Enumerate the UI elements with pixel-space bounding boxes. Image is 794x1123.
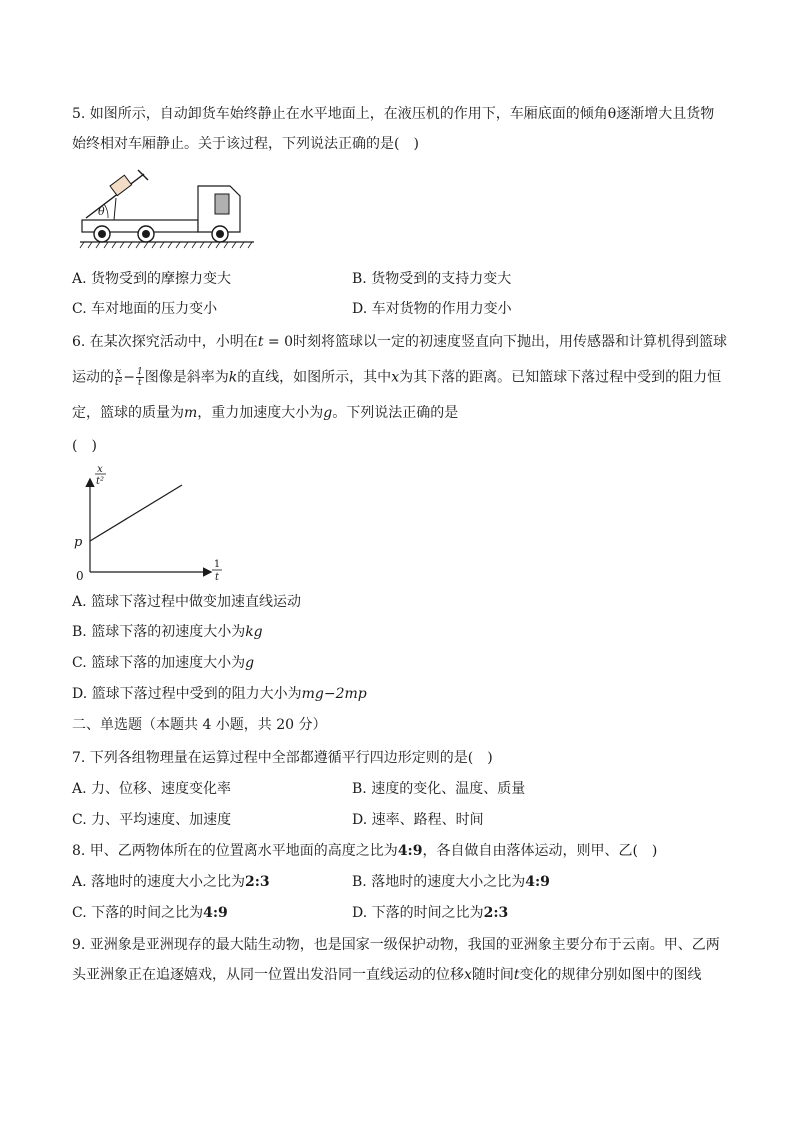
frac-num: 1 xyxy=(136,367,143,377)
q8-option-text: D. 下落的时间之比为 xyxy=(352,905,484,921)
q6-text: 运动的 xyxy=(72,369,114,386)
q6-stem-line2 xyxy=(72,367,721,388)
frac-den: t xyxy=(138,378,142,388)
q6-math-g: g xyxy=(323,405,333,421)
q9-text: 随时间 xyxy=(471,967,514,983)
q8-ratio: 4:9 xyxy=(397,843,423,859)
q8-option-text: B. 落地时的速度大小之比为 xyxy=(352,874,526,890)
q9-math-x: x xyxy=(464,967,472,983)
intercept-label: p xyxy=(74,535,83,550)
q6-dash: − xyxy=(123,369,135,386)
q6-graph xyxy=(70,460,230,586)
q5-option-c[interactable]: C. 车对地面的压力变小 xyxy=(72,301,218,317)
q8-option-ratio: 2:3 xyxy=(245,874,270,890)
q5-option-d[interactable]: D. 车对货物的作用力变小 xyxy=(352,301,512,317)
frac-den: t² xyxy=(115,378,123,388)
hydraulic-strut xyxy=(114,198,116,220)
q6-math-m: m xyxy=(184,405,198,421)
q6-text: 。下列说法正确的是 xyxy=(332,405,459,421)
q6-option-text: D. 篮球下落过程中受到的阻力大小为 xyxy=(72,686,302,702)
q8-option-d[interactable] xyxy=(352,904,508,922)
q9-stem-line2 xyxy=(72,966,702,984)
q8-option-a[interactable] xyxy=(72,873,270,891)
q6-option-math: kg xyxy=(245,624,263,640)
q6-text: = 0时刻将篮球以一定的初速度竖直向下抛出，用传感器和计算机得到篮球 xyxy=(263,334,727,350)
q7-option-b[interactable]: B. 速度的变化、温度、质量 xyxy=(352,781,526,797)
cab-window xyxy=(215,194,229,214)
q6-stem-line3 xyxy=(72,404,458,422)
graph-line xyxy=(90,485,182,541)
q7-option-a[interactable]: A. 力、位移、速度变化率 xyxy=(72,781,232,797)
q8-option-ratio: 2:3 xyxy=(483,905,509,921)
q8-text: ，各自做自由落体运动，则甲、乙( ) xyxy=(422,843,658,859)
q8-option-ratio: 4:9 xyxy=(203,905,228,921)
q7-stem: 7. 下列各组物理量在运算过程中全部都遵循平行四边形定则的是( ) xyxy=(72,750,493,766)
fraction-x-over-t2 xyxy=(115,367,122,388)
origin-label: 0 xyxy=(76,569,84,583)
q6-text: 图像是斜率为 xyxy=(144,369,229,386)
q6-option-d[interactable] xyxy=(72,685,367,703)
q6-stem-line1 xyxy=(72,333,727,351)
ground-hatch xyxy=(80,242,252,248)
q6-math-t: t xyxy=(257,334,264,350)
q6-option-a[interactable]: A. 篮球下落过程中做变加速直线运动 xyxy=(72,594,302,610)
q6-option-math: mg−2mp xyxy=(301,686,367,702)
q6-stem-line4: ( ) xyxy=(72,438,97,454)
bed-tailboard xyxy=(138,170,148,180)
q6-option-text: B. 篮球下落的初速度大小为 xyxy=(72,624,246,640)
q5-option-b[interactable]: B. 货物受到的支持力变大 xyxy=(352,271,512,287)
q9-text: 变化的规律分别如图中的图线 xyxy=(519,967,702,983)
q8-option-b[interactable] xyxy=(352,873,550,891)
y-axis-label-num: x xyxy=(97,464,103,475)
q8-option-ratio: 4:9 xyxy=(525,874,550,890)
q6-text: 为其下落的距离。已知篮球下落过程中受到的阻力恒 xyxy=(399,369,722,386)
cargo-box xyxy=(110,175,132,195)
q6-option-math: g xyxy=(245,655,255,671)
q9-text: 头亚洲象正在追逐嬉戏，从同一位置出发沿同一直线运动的位移 xyxy=(72,967,464,983)
theta-label: θ xyxy=(98,205,105,218)
y-axis-label-den: t² xyxy=(95,476,105,487)
q6-option-b[interactable] xyxy=(72,623,263,641)
q6-text: 的直线，如图所示，其中 xyxy=(237,369,392,386)
q9-math-t: t xyxy=(513,967,520,983)
q6-math-x: x xyxy=(391,369,400,386)
q5-option-a[interactable]: A. 货物受到的摩擦力变大 xyxy=(72,271,232,287)
q8-text: 8. 甲、乙两物体所在的位置离水平地面的高度之比为 xyxy=(72,843,398,859)
fraction-1-over-t xyxy=(136,367,144,388)
q9-stem-line1: 9. 亚洲象是亚洲现存的最大陆生动物，也是国家一级保护动物，我国的亚洲象主要分布于云南。甲、乙两 xyxy=(72,937,720,953)
q8-option-text: A. 落地时的速度大小之比为 xyxy=(72,874,246,890)
section-heading: 二、单选题（本题共 4 小题，共 20 分） xyxy=(72,717,327,733)
q8-stem xyxy=(72,842,657,860)
q7-option-d[interactable]: D. 速率、路程、时间 xyxy=(352,812,484,828)
q6-text: ，重力加速度大小为 xyxy=(197,405,324,421)
q7-option-c[interactable]: C. 力、平均速度、加速度 xyxy=(72,812,232,828)
q8-option-text: C. 下落的时间之比为 xyxy=(72,905,204,921)
q5-stem-line1: 5. 如图所示，自动卸货车始终静止在水平地面上，在液压机的作用下，车厢底面的倾角θ逐渐增大且货物 xyxy=(72,106,715,122)
q6-option-text: C. 篮球下落的加速度大小为 xyxy=(72,655,246,671)
q6-text: 定，篮球的质量为 xyxy=(72,405,184,421)
frac-num: x xyxy=(116,367,122,377)
q5-stem-line2: 始终相对车厢静止。关于该过程，下列说法正确的是( ) xyxy=(72,136,419,152)
q6-option-c[interactable] xyxy=(72,654,254,672)
q8-option-c[interactable] xyxy=(72,904,228,922)
q6-math-k: k xyxy=(228,369,238,386)
x-axis-label-den: t xyxy=(214,572,220,583)
q6-text: 6. 在某次探究活动中，小明在 xyxy=(72,334,258,350)
dump-truck-figure xyxy=(78,168,258,250)
x-axis-label-num: 1 xyxy=(213,559,221,570)
